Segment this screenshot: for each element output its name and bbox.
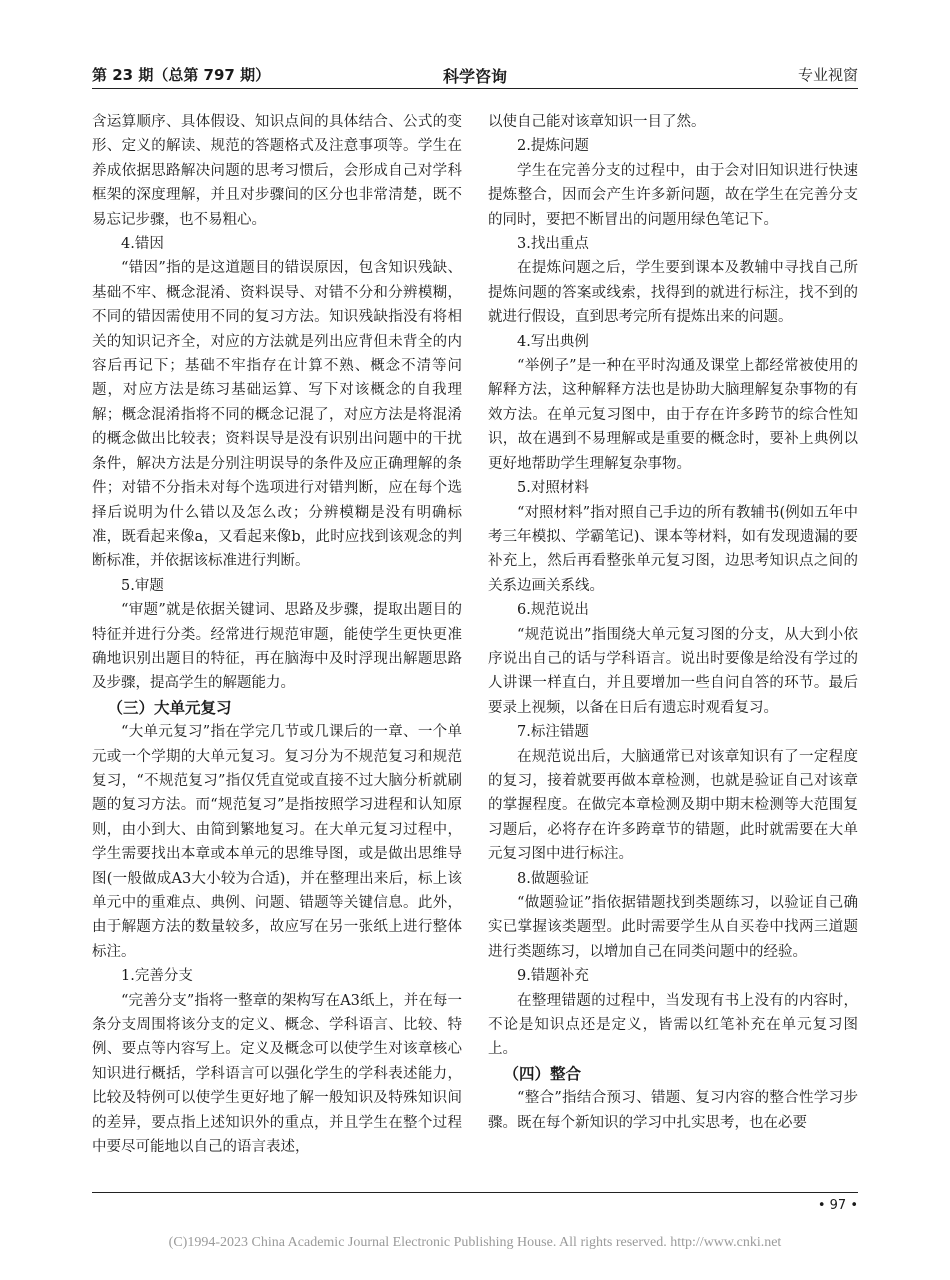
paragraph: “审题”就是依据关键词、思路及步骤，提取出题目的特征并进行分类。经常进行规范审题，能使学生更快更准确地识别出题目的特征，再在脑海中及时浮现出解题思路及步骤，提高学生的解题能力。 <box>92 602 462 692</box>
section-heading: （三）大单元复习 <box>107 698 232 717</box>
page-number: • 97 • <box>817 1198 858 1213</box>
copyright-footer: (C)1994-2023 China Academic Journal Electronic Publishing House. All rights reserved. http://www.cnki.net <box>168 1235 782 1250</box>
subsection-heading: 7.标注错题 <box>517 724 589 741</box>
paragraph: “规范说出”指围绕大单元复习图的分支，从大到小依序说出自己的话与学科语言。说出时要像是给没有学过的人讲课一样直白，并且要增加一些自问自答的环节。最后要录上视频，以备在日后有遗忘时观看复习。 <box>488 626 858 716</box>
paragraph: “做题验证”指依据错题找到类题练习，以验证自己确实已掌握该类题型。此时需要学生从自买卷中找两三道题进行类题练习，以增加自己在同类问题中的经验。 <box>488 895 858 960</box>
running-header <box>92 64 858 86</box>
paragraph: 学生在完善分支的过程中，由于会对旧知识进行快速提炼整合，因而会产生许多新问题，故在学生在完善分支的同时，要把不断冒出的问题用绿色笔记下。 <box>488 162 858 228</box>
paragraph: 在整理错题的过程中，当发现有书上没有的内容时，不论是知识点还是定义，皆需以红笔补充在单元复习图上。 <box>488 992 858 1058</box>
paragraph: 在规范说出后，大脑通常已对该章知识有了一定程度的复习，接着就要再做本章检测，也就是验证自己对该章的掌握程度。在做完本章检测及期中期末检测等大范围复习题后，必将存在许多跨章节的错题，此时就需要在大单元复习图中进行标注。 <box>488 748 858 863</box>
left-column <box>92 110 462 1188</box>
header-rule <box>92 88 858 89</box>
subsection-heading: 4.错因 <box>121 236 164 253</box>
paragraph: “完善分支”指将一整章的架构写在A3纸上，并在每一条分支周围将该分支的定义、概念、学科语言、比较、特例、要点等内容写上。定义及概念可以使学生对该章核心知识进行概括，学科语言可以强化学生的学科表述能力，比较及特例可以使学生更好地了解一般知识及特殊知识间的差异，要点指上述知识外的重点，并且学生在整个过程中要尽可能地以自己的语言表述， <box>92 992 462 1156</box>
paragraph: “对照材料”指对照自己手边的所有教辅书(例如五年中考三年模拟、学霸笔记)、课本等材料，如有发现遗漏的要补充上，然后再看整张单元复习图，边思考知识点之间的关系边画关系线。 <box>488 504 858 594</box>
subsection-heading: 5.对照材料 <box>517 480 589 497</box>
issue-number: 第 23 期（总第 797 期） <box>92 66 271 84</box>
subsection-heading: 6.规范说出 <box>517 602 589 619</box>
paragraph: 含运算顺序、具体假设、知识点间的具体结合、公式的变形、定义的解读、规范的答题格式及注意事项等。学生在养成依据思路解决问题的思考习惯后，会形成自己对学科框架的深度理解，并且对步骤间的区分也非常清楚，既不易忘记步骤，也不易粗心。 <box>92 114 462 228</box>
subsection-heading: 3.找出重点 <box>517 236 589 253</box>
paragraph: “大单元复习”指在学完几节或几课后的一章、一个单元或一个学期的大单元复习。复习分为不规范复习和规范复习，“不规范复习”指仅凭直觉或直接不过大脑分析就刷题的复习方法。而“规范复习”是指按照学习进程和认知原则，由小到大、由简到繁地复习。在大单元复习过程中，学生需要找出本章或本单元的思维导图，或是做出思维导图(一般做成A3大小较为合适)，并在整理出来后，标上该单元中的重难点、典例、问题、错题等关键信息。此外，由于解题方法的数量较多，故应写在另一张纸上进行整体标注。 <box>92 724 462 960</box>
subsection-heading: 8.做题验证 <box>517 870 589 887</box>
subsection-heading: 9.错题补充 <box>517 968 589 985</box>
subsection-heading: 4.写出典例 <box>517 333 589 350</box>
paragraph: 在提炼问题之后，学生要到课本及教辅中寻找自己所提炼问题的答案或线索，找得到的就进行标注，找不到的就进行假设，直到思考完所有提炼出来的问题。 <box>488 260 858 326</box>
journal-title: 科学咨询 <box>442 67 507 86</box>
paragraph: “错因”指的是这道题目的错误原因，包含知识残缺、基础不牢、概念混淆、资料误导、对错不分和分辨模糊，不同的错因需使用不同的复习方法。知识残缺指没有将相关的知识记齐全，对应的方法就是列出应背但未背全的内容后再记下；基础不牢指存在计算不熟、概念不清等问题，对应方法是练习基础运算、写下对该概念的自我理解；概念混淆指将不同的概念记混了，对应方法是将混淆的概念做出比较表；资料误导是没有识别出问题中的干扰条件，解决方法是分别注明误导的条件及应正确理解的条件；对错不分指未对每个选项进行对错判断，应在每个选择后说明为什么错以及怎么改；分辨模糊是没有明确标准，既看起来像a，又看起来像b，此时应找到该观念的判断标准，并依据该标准进行判断。 <box>92 260 462 570</box>
paragraph: 以使自己能对该章知识一目了然。 <box>488 114 706 130</box>
right-column <box>488 110 858 1188</box>
paragraph: “整合”指结合预习、错题、复习内容的整合性学习步骤。既在每个新知识的学习中扎实思考，也在必要 <box>488 1090 858 1131</box>
subsection-heading: 1.完善分支 <box>121 968 193 985</box>
section-name: 专业视窗 <box>797 66 858 84</box>
footer-rule <box>92 1192 858 1193</box>
section-heading: （四）整合 <box>503 1064 582 1083</box>
subsection-heading: 5.审题 <box>121 577 164 594</box>
subsection-heading: 2.提炼问题 <box>517 138 589 155</box>
paragraph: “举例子”是一种在平时沟通及课堂上都经常被使用的解释方法，这种解释方法也是协助大脑理解复杂事物的有效方法。在单元复习图中，由于存在许多跨节的综合性知识，故在遇到不易理解或是重要的概念时，要补上典例以更好地帮助学生理解复杂事物。 <box>488 358 858 472</box>
